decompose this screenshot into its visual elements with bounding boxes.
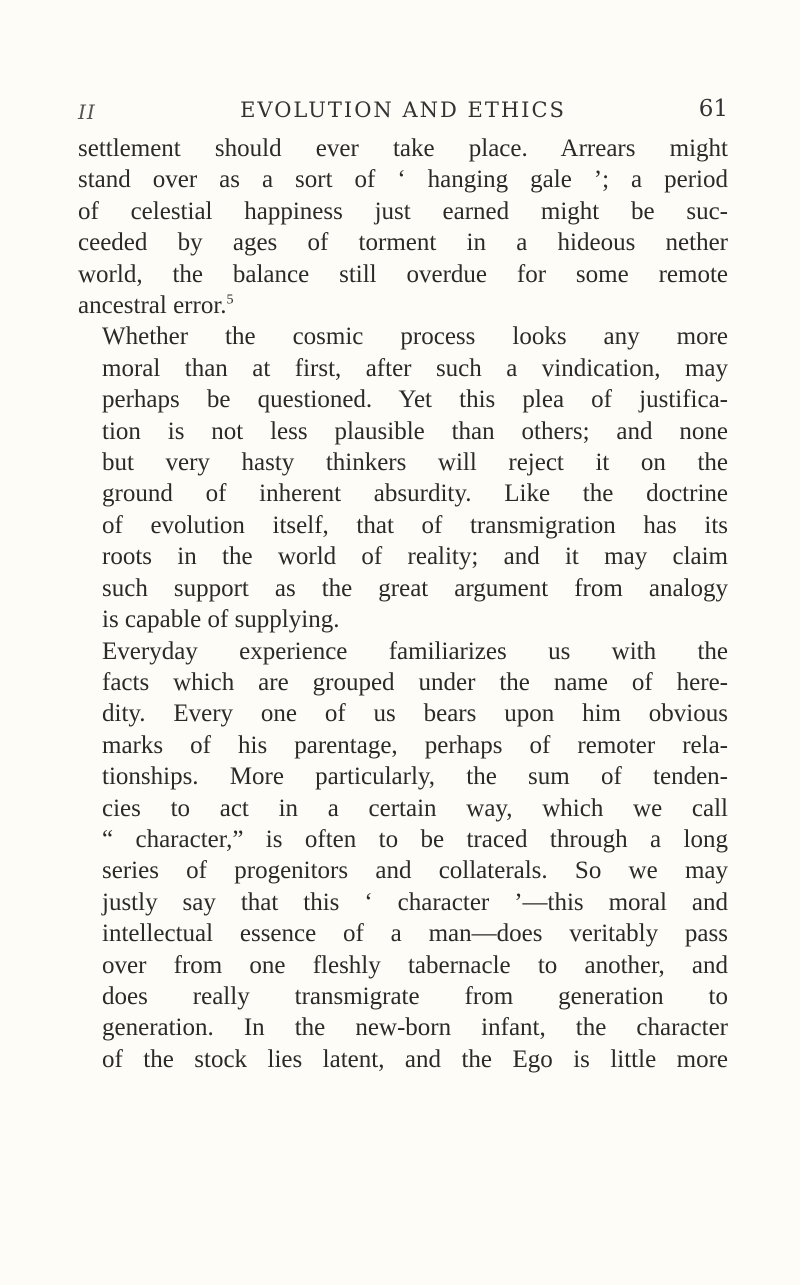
text-line: series of progenitors and collaterals. So we may — [102, 857, 728, 885]
text-line: of evolution itself, that of transmigration has its — [102, 511, 728, 539]
text-line: ancestral error.$^5$ — [78, 292, 234, 320]
text-line: tion is not less plausible than others; and none — [102, 417, 728, 445]
text-line: intellectual essence of a man—does veritably pass — [102, 920, 728, 948]
text-line: stand over as a sort of ‘ hanging gale ’; a period — [78, 166, 728, 194]
text-line: of the stock lies latent, and the Ego is little more — [102, 1045, 728, 1073]
running-title: EVOLUTION AND ETHICS — [240, 98, 566, 122]
running-head — [78, 98, 728, 124]
text-line: world, the balance still overdue for some remote — [78, 260, 728, 288]
text-line: but very hasty thinkers will reject it on the — [102, 449, 728, 477]
paragraph — [78, 636, 728, 1076]
text-line: does really transmigrate from generation to — [102, 982, 728, 1010]
text-line: settlement should ever take place. Arrears might — [78, 135, 728, 162]
text-line: ground of inherent absurdity. Like the doctrine — [102, 480, 728, 508]
text-line: of celestial happiness just earned might be suc- — [78, 197, 728, 225]
text-line: is capable of supplying. — [102, 606, 340, 634]
text-line: facts which are grouped under the name of here- — [102, 668, 728, 696]
page-number: 61 — [698, 96, 728, 122]
paragraph — [78, 133, 728, 321]
chapter-number: II — [78, 100, 96, 124]
text-line: perhaps be questioned. Yet this plea of justifica- — [102, 386, 728, 414]
text-line: over from one fleshly tabernacle to another, and — [102, 951, 728, 979]
text-line: dity. Every one of us bears upon him obvious — [102, 700, 728, 728]
text-line: roots in the world of reality; and it may claim — [102, 543, 728, 571]
footnote-marker: 5 — [226, 292, 234, 308]
text-line: tionships. More particularly, the sum of tenden- — [102, 763, 728, 791]
body-text — [78, 133, 728, 1075]
text-line: moral than at first, after such a vindication, may — [102, 354, 728, 382]
text-line: marks of his parentage, perhaps of remoter rela- — [102, 731, 728, 759]
text-line: ceeded by ages of torment in a hideous nether — [78, 229, 728, 257]
text-line: Whether the cosmic process looks any more — [102, 323, 728, 351]
text-line: “ character,” is often to be traced through a long — [102, 825, 728, 853]
text-line: generation. In the new-born infant, the character — [102, 1014, 728, 1042]
text-line: cies to act in a certain way, which we call — [102, 794, 728, 822]
text-line: Everyday experience familiarizes us with the — [102, 637, 728, 665]
text-line: such support as the great argument from analogy — [102, 574, 728, 602]
paragraph — [78, 321, 728, 635]
text-line: justly say that this ‘ character ’—this moral and — [102, 888, 728, 916]
